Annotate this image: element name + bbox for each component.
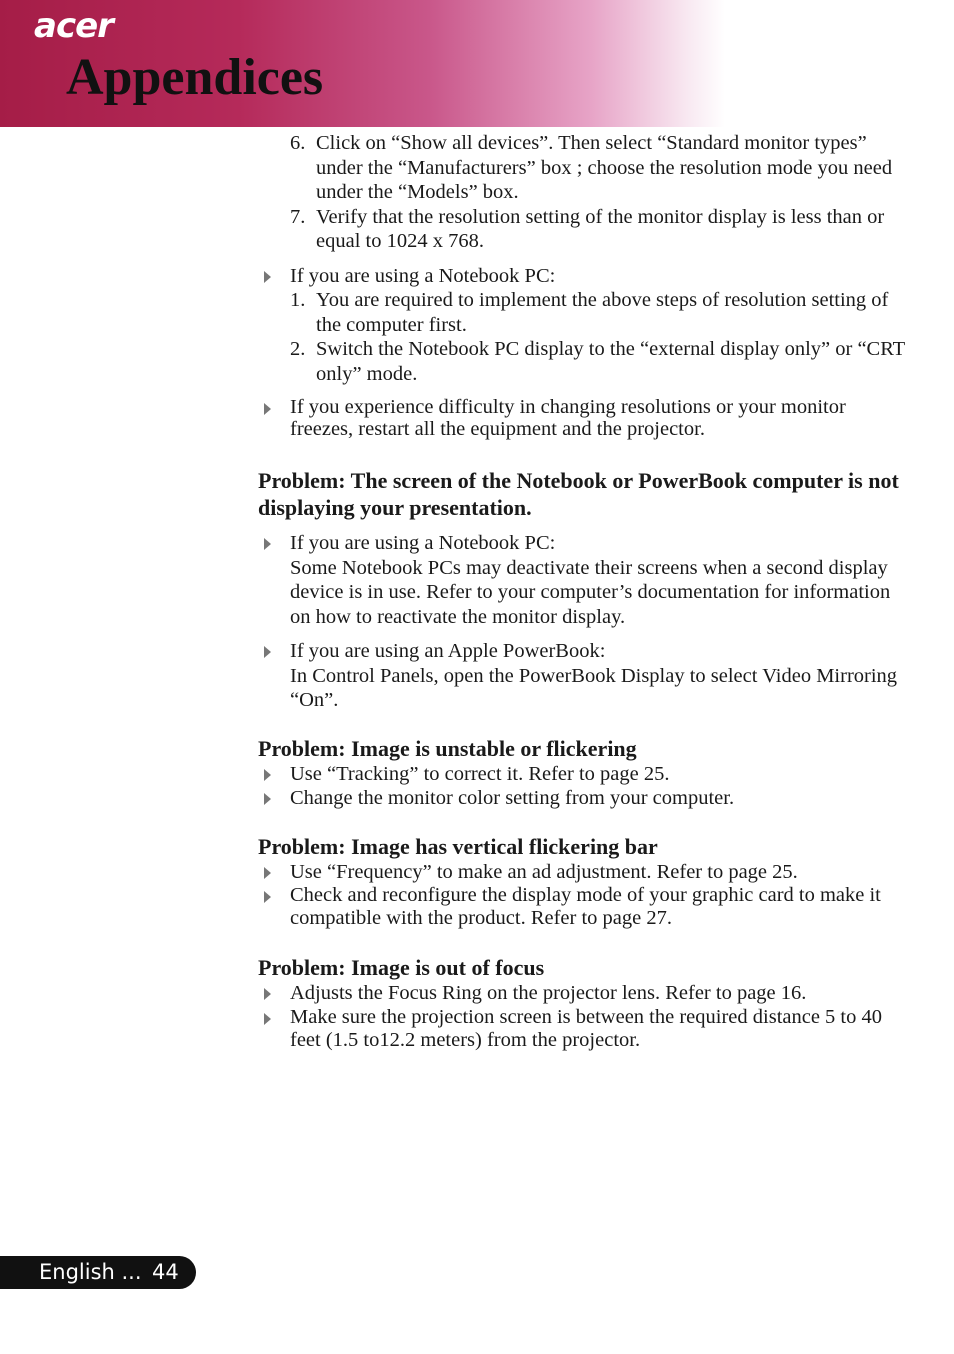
bullet-arrow-icon bbox=[264, 793, 271, 805]
bullet-arrow-icon bbox=[264, 271, 271, 283]
list-item: Use “Tracking” to correct it. Refer to page 25. bbox=[258, 762, 908, 787]
footer-language: English ... bbox=[39, 1260, 142, 1284]
notebook-list bbox=[258, 288, 908, 386]
page-footer bbox=[0, 1256, 196, 1289]
list-item: Adjusts the Focus Ring on the projector lens. Refer to page 16. bbox=[258, 981, 908, 1006]
list-item: 6. Click on “Show all devices”. Then select “Standard monitor types” under the “Manufacturers” box ; choose the resolution mode you need under the “Models” box. bbox=[290, 132, 893, 203]
list-item: Make sure the projection screen is between the required distance 5 to 40 feet (1.5 to12.2 meters) from the projector. bbox=[258, 1006, 908, 1052]
bullet-arrow-icon bbox=[264, 403, 271, 415]
bullet-arrow-icon bbox=[264, 538, 271, 550]
bullet-arrow-icon bbox=[264, 1013, 271, 1025]
main-content bbox=[258, 131, 908, 1052]
intro-list bbox=[258, 131, 908, 254]
bullet-notebook-pc: If you are using a Notebook PC: Some Notebook PCs may deactivate their screens when a second display device is in use. Refer to your computer’s documentation for information on how to reactivate the monitor display. bbox=[258, 531, 908, 629]
section-heading: Problem: Image is unstable or flickering bbox=[258, 735, 637, 761]
bullet-powerbook: If you are using an Apple PowerBook: In Control Panels, open the PowerBook Display to select Video Mirroring “On”. bbox=[258, 639, 908, 713]
bullet-arrow-icon bbox=[264, 988, 271, 1000]
list-item: 7. Verify that the resolution setting of the monitor display is less than or equal to 1024 x 768. bbox=[290, 205, 885, 252]
bullet-arrow-icon bbox=[264, 646, 271, 658]
bullet-notebook: If you are using a Notebook PC: bbox=[258, 264, 908, 289]
acer-logo: acer bbox=[34, 6, 113, 46]
bullet-arrow-icon bbox=[264, 891, 271, 903]
section-heading: Problem: Image is out of focus bbox=[258, 955, 545, 980]
page-header bbox=[0, 0, 954, 127]
section-heading: Problem: Image has vertical flickering bar bbox=[258, 833, 658, 859]
bullet-arrow-icon bbox=[264, 769, 271, 781]
page-number: 44 bbox=[152, 1260, 179, 1284]
bullet-difficulty: If you experience difficulty in changing resolutions or your monitor freezes, restart all the equipment and the projector. bbox=[258, 396, 908, 440]
list-item: 2. Switch the Notebook PC display to the “external display only” or “CRT only” mode. bbox=[290, 338, 905, 385]
bullet-arrow-icon bbox=[264, 867, 271, 879]
list-item: Check and reconfigure the display mode of your graphic card to make it compatible with the product. Refer to page 27. bbox=[258, 884, 908, 930]
list-item: Use “Frequency” to make an ad adjustment. Refer to page 25. bbox=[258, 860, 908, 885]
page-title: Appendices bbox=[66, 49, 324, 106]
section-heading: Problem: The screen of the Notebook or PowerBook computer is not displaying your presentation. bbox=[258, 468, 899, 520]
list-item: 1. You are required to implement the above steps of resolution setting of the computer first. bbox=[290, 289, 889, 336]
list-item: Change the monitor color setting from your computer. bbox=[258, 786, 908, 811]
